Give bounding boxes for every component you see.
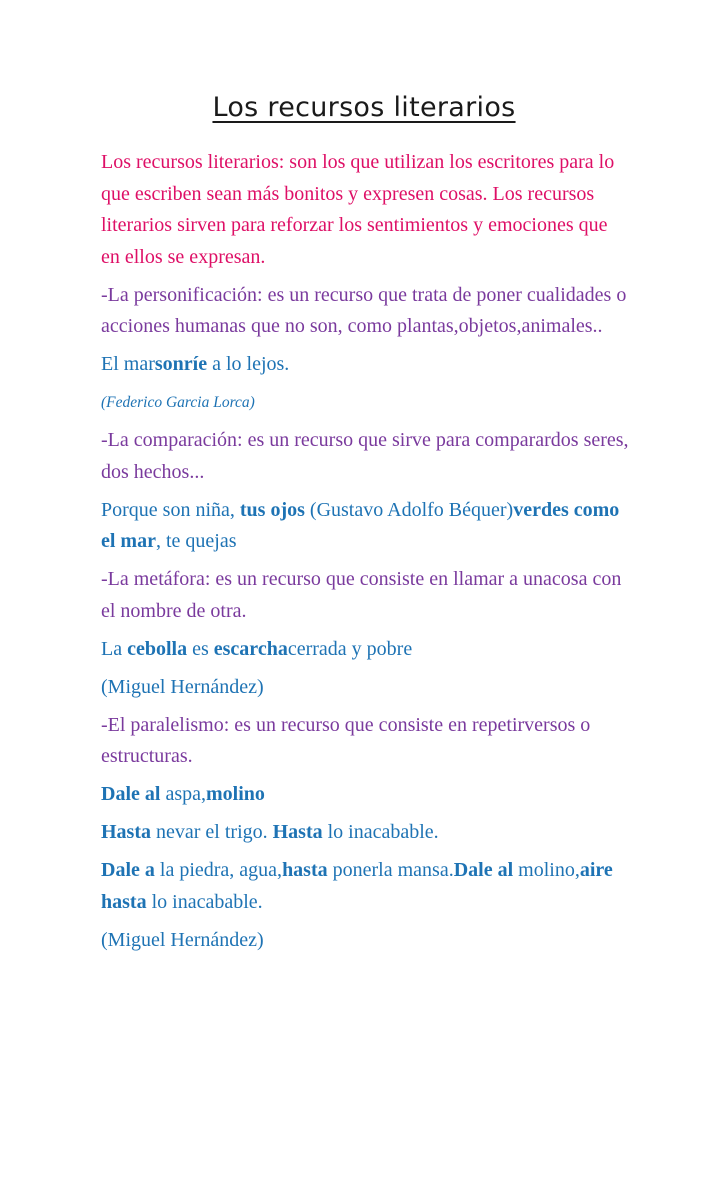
- example-highlight: hasta: [282, 859, 328, 881]
- example-highlight: escarcha: [213, 637, 288, 660]
- example-text: , te quejas: [155, 530, 237, 552]
- example-highlight: Dale al: [453, 859, 514, 881]
- example-text: nevar el trigo.: [151, 821, 273, 843]
- paralelismo-line-2: [101, 817, 631, 849]
- document-body: [101, 147, 631, 963]
- example-highlight: sonríe: [154, 353, 208, 375]
- intro-paragraph: Los recursos literarios: son los que utilizan los escritores para lo que escriben sean más bonitos y expresen cosas. Los recursos literarios sirven para reforzar los sentimientos y emociones que en ellos se expresan.: [101, 151, 615, 268]
- example-text: ponerla mansa.: [327, 859, 454, 881]
- example-text: cerrada y pobre: [287, 637, 413, 660]
- example-text: lo inacabable.: [146, 890, 263, 913]
- example-text: la piedra, agua,: [154, 859, 283, 881]
- comparacion-definition: -La comparación: es un recurso que sirve para comparardos seres, dos hechos...: [101, 429, 629, 483]
- example-text: es: [187, 637, 214, 660]
- paralelismo-definition: -El paralelismo: es un recurso que consiste en repetirversos o estructuras.: [101, 713, 591, 767]
- paralelismo-line-3: [101, 855, 631, 918]
- example-highlight: Dale al: [101, 783, 161, 805]
- example-text: Porque son niña,: [101, 498, 240, 521]
- personificacion-definition: -La personificación: es un recurso que trata de poner cualidades o acciones humanas que no son, como plantas,objetos,animales..: [101, 283, 627, 337]
- example-highlight: Hasta: [272, 821, 323, 843]
- example-highlight: Dale a: [101, 859, 155, 881]
- example-text: molino,: [513, 859, 580, 881]
- personificacion-author: (Federico Garcia Lorca): [101, 394, 255, 411]
- paralelismo-line-1: [101, 779, 631, 811]
- example-text: La: [101, 637, 128, 660]
- example-highlight: hasta: [101, 890, 147, 913]
- example-highlight: Hasta: [101, 821, 151, 843]
- example-highlight: tus ojos: [239, 498, 305, 521]
- example-text: a lo lejos.: [207, 353, 290, 375]
- example-text: aspa,: [160, 783, 206, 805]
- example-highlight: verdes como el mar: [101, 498, 620, 552]
- metafora-author: (Miguel Hernández): [101, 675, 264, 698]
- example-highlight: cebolla: [127, 637, 188, 660]
- metafora-definition: -La metáfora: es un recurso que consiste en llamar a unacosa con el nombre de otra.: [101, 568, 622, 622]
- metafora-example: [101, 634, 631, 666]
- comparacion-example: [101, 495, 631, 558]
- example-highlight: molino: [205, 783, 265, 805]
- example-text: (Gustavo Adolfo Béquer): [304, 498, 514, 521]
- page-title: Los recursos literarios: [212, 92, 516, 123]
- example-highlight: aire: [579, 859, 613, 881]
- paralelismo-author: (Miguel Hernández): [101, 928, 264, 951]
- example-text: lo inacabable.: [322, 821, 439, 843]
- personificacion-example: [101, 349, 631, 381]
- example-text: El mar: [101, 353, 155, 375]
